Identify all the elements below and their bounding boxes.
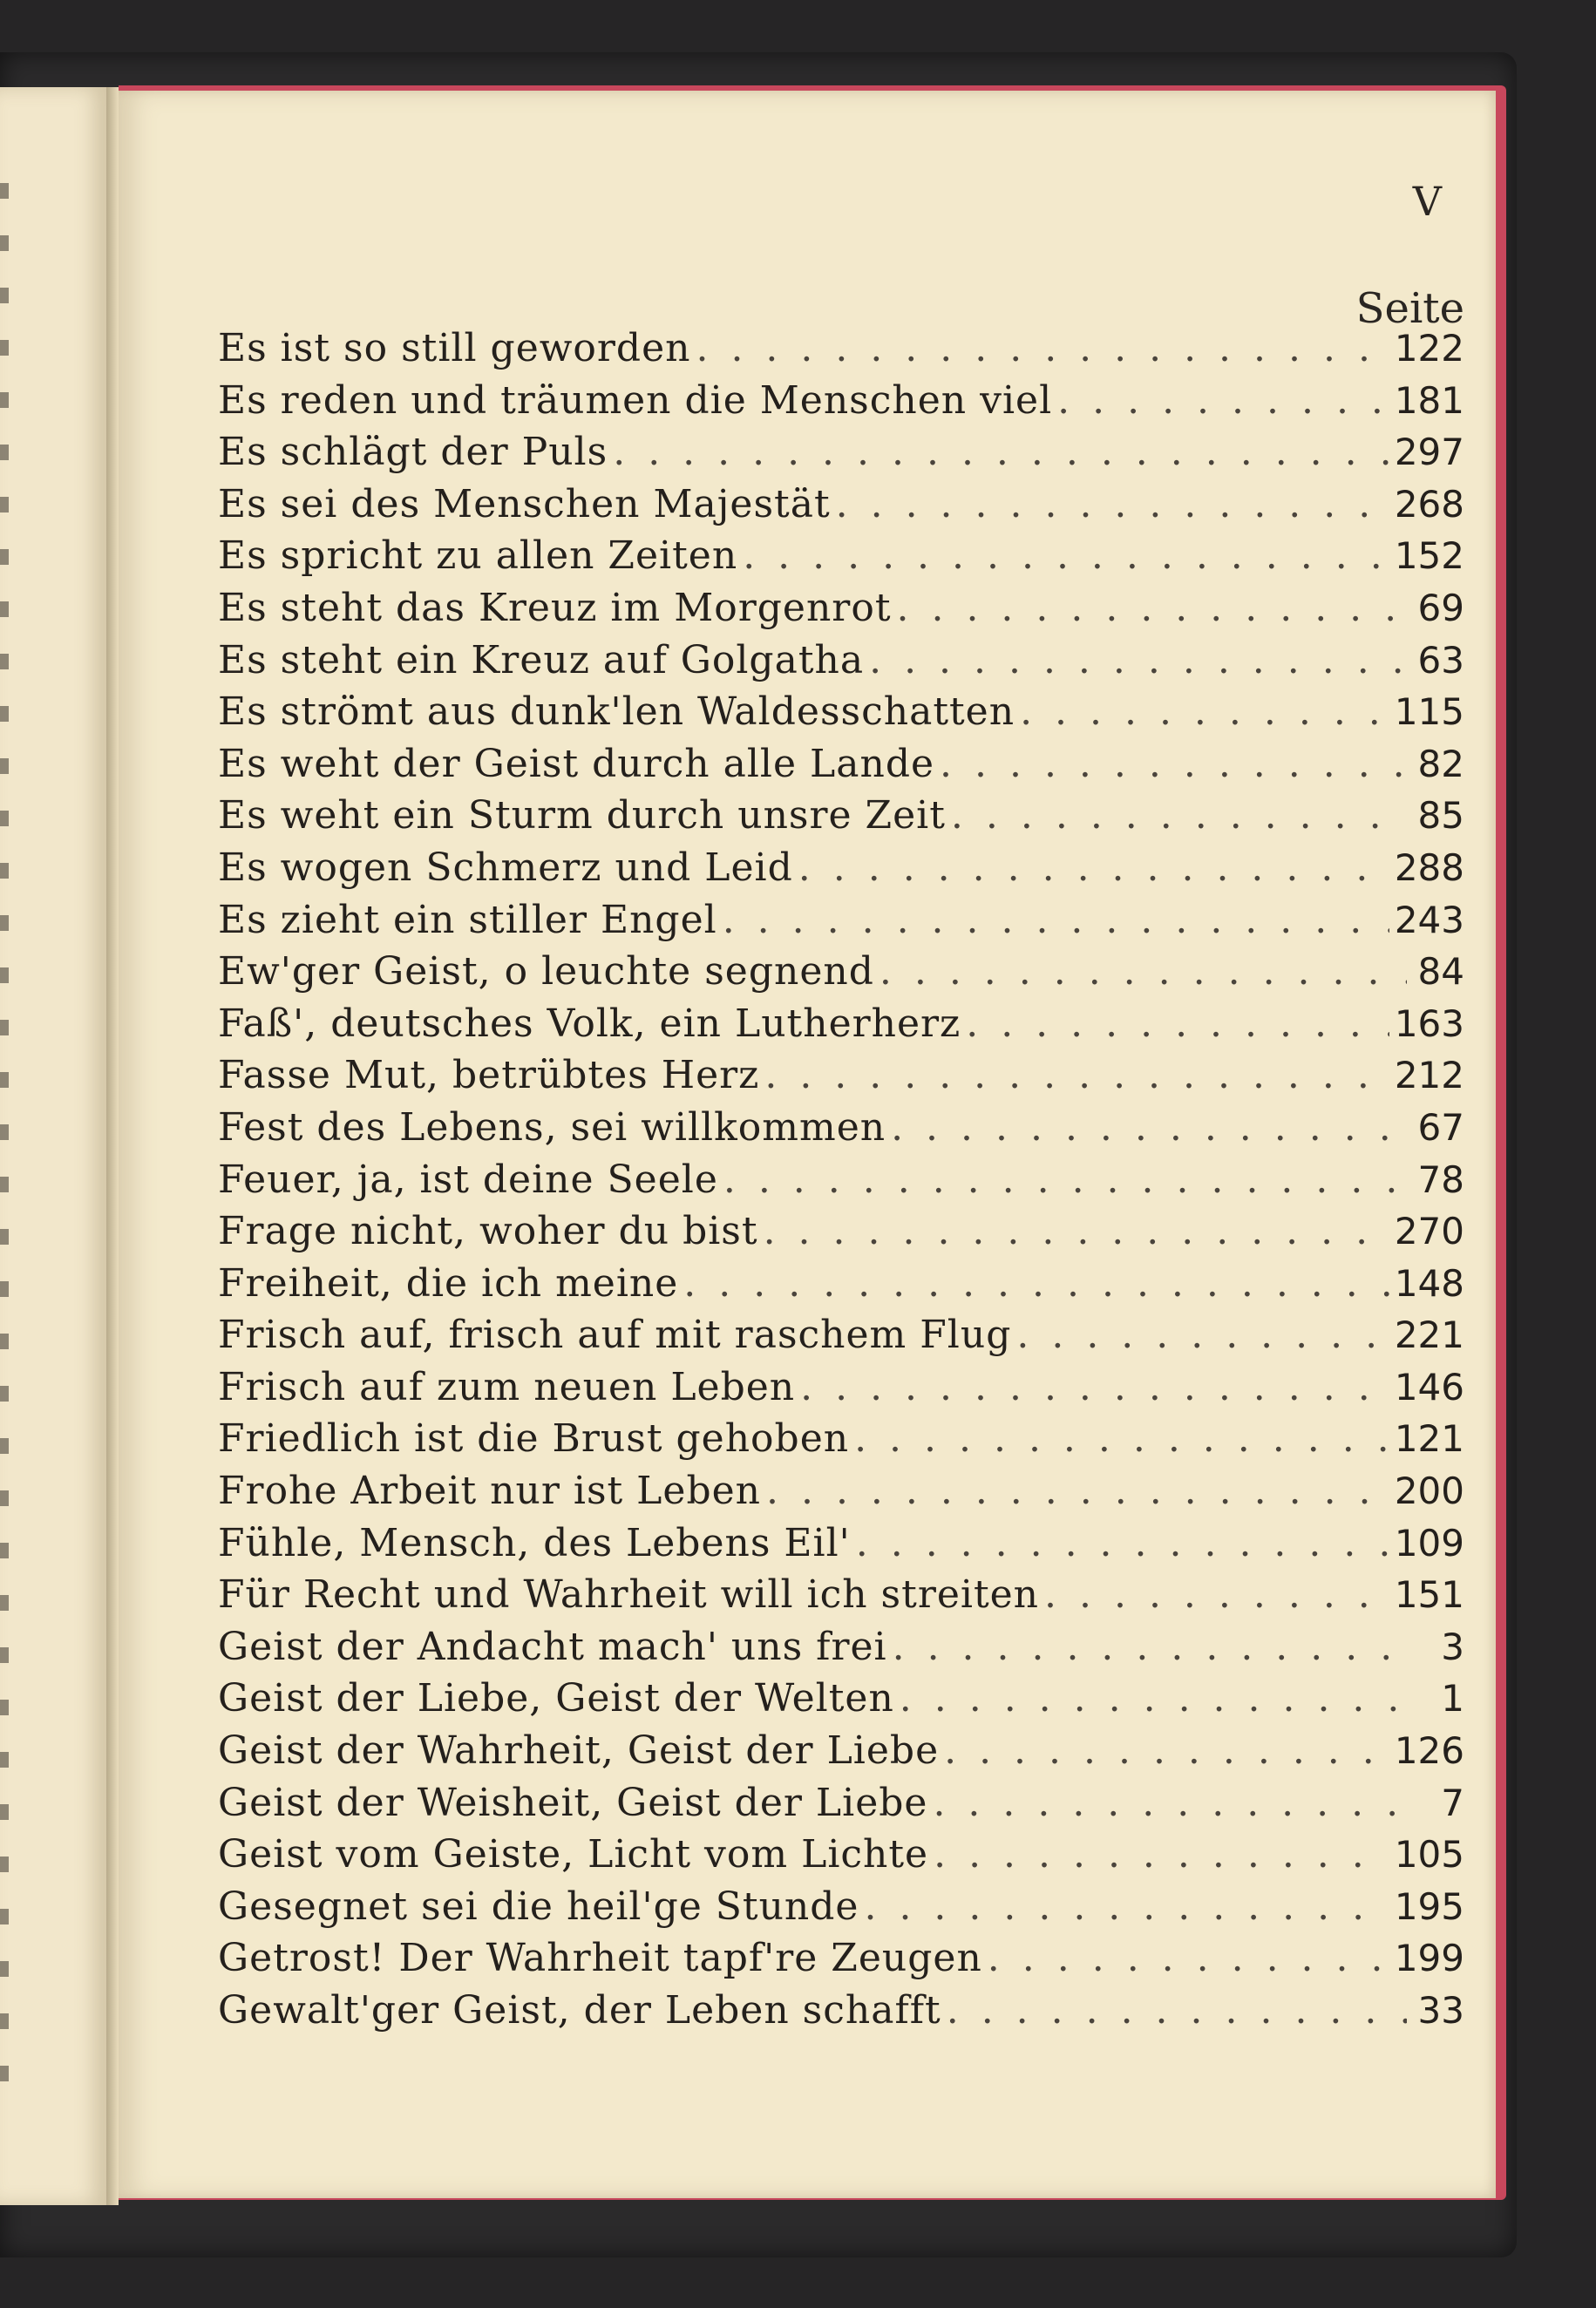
index-entry bbox=[218, 1988, 1464, 2040]
index-entry bbox=[218, 1105, 1464, 1157]
index-entry bbox=[218, 1728, 1464, 1781]
entry-title: Frisch auf, frisch auf mit raschem Flug bbox=[218, 1313, 1012, 1358]
text-fragment bbox=[0, 1334, 9, 1349]
text-fragment bbox=[0, 2066, 9, 2081]
text-fragment bbox=[0, 1386, 9, 1402]
entry-page-number: 82 bbox=[1417, 742, 1464, 785]
text-fragment bbox=[0, 340, 9, 356]
entry-page-number: 151 bbox=[1394, 1573, 1464, 1617]
text-fragment bbox=[0, 1543, 9, 1558]
text-fragment bbox=[0, 706, 9, 722]
text-fragment bbox=[0, 445, 9, 460]
book-gutter bbox=[106, 87, 119, 2205]
text-fragment bbox=[0, 1177, 9, 1192]
entry-title: Geist der Weisheit, Geist der Liebe bbox=[218, 1780, 928, 1825]
entry-page-number: 85 bbox=[1417, 794, 1464, 838]
entry-title: Fühle, Mensch, des Lebens Eil' bbox=[218, 1520, 851, 1565]
entry-page-number: 148 bbox=[1394, 1261, 1464, 1305]
dot-leader bbox=[940, 742, 1407, 786]
entry-page-number: 195 bbox=[1394, 1884, 1464, 1928]
dot-leader bbox=[944, 1728, 1389, 1773]
text-fragment bbox=[0, 601, 9, 617]
text-fragment bbox=[0, 288, 9, 303]
dot-leader bbox=[723, 898, 1389, 942]
entry-title: Es sei des Menschen Majestät bbox=[218, 481, 831, 526]
dot-leader bbox=[1057, 378, 1389, 423]
entry-title: Es zieht ein stiller Engel bbox=[218, 897, 717, 942]
entry-page-number: 146 bbox=[1394, 1365, 1464, 1409]
entry-page-number: 221 bbox=[1394, 1314, 1464, 1357]
entry-title: Für Recht und Wahrheit will ich streiten bbox=[218, 1572, 1040, 1618]
entry-page-number: 121 bbox=[1394, 1417, 1464, 1461]
entry-page-number: 33 bbox=[1417, 1989, 1464, 2032]
index-entry bbox=[218, 1676, 1464, 1728]
index-entry bbox=[218, 845, 1464, 898]
entry-page-number: 3 bbox=[1441, 1625, 1464, 1668]
entry-page-number: 67 bbox=[1417, 1105, 1464, 1149]
index-page bbox=[119, 91, 1496, 2198]
entry-title: Ew'ger Geist, o leuchte segnend bbox=[218, 949, 874, 994]
dot-leader bbox=[988, 1936, 1389, 1980]
dot-leader bbox=[933, 1781, 1407, 1825]
dot-leader bbox=[764, 1209, 1389, 1253]
index-entry bbox=[218, 1209, 1464, 1261]
dot-leader bbox=[879, 949, 1407, 994]
entry-page-number: 84 bbox=[1417, 950, 1464, 994]
index-entry bbox=[218, 378, 1464, 431]
dot-leader bbox=[1020, 689, 1389, 734]
index-entry bbox=[218, 1936, 1464, 1988]
entry-page-number: 7 bbox=[1441, 1781, 1464, 1824]
entry-title: Geist der Andacht mach' uns frei bbox=[218, 1624, 887, 1669]
index-entry bbox=[218, 1521, 1464, 1573]
entry-title: Gesegnet sei die heil'ge Stunde bbox=[218, 1884, 859, 1929]
index-entry bbox=[218, 1053, 1464, 1105]
dot-leader bbox=[864, 1884, 1389, 1929]
dot-leader bbox=[1044, 1572, 1389, 1617]
entry-page-number: 268 bbox=[1394, 482, 1464, 526]
entry-title: Getrost! Der Wahrheit tapf're Zeugen bbox=[218, 1936, 982, 1981]
index-entry bbox=[218, 482, 1464, 534]
text-fragment bbox=[0, 2013, 9, 2029]
dot-leader bbox=[966, 1001, 1389, 1046]
entry-title: Freiheit, die ich meine bbox=[218, 1260, 679, 1306]
entry-page-number: 115 bbox=[1394, 690, 1464, 734]
index-entry bbox=[218, 898, 1464, 950]
index-entry bbox=[218, 638, 1464, 690]
dot-leader bbox=[947, 1988, 1407, 2033]
index-entry bbox=[218, 1313, 1464, 1365]
entry-title: Es weht ein Sturm durch unsre Zeit bbox=[218, 793, 946, 838]
page-number: V bbox=[1412, 178, 1442, 225]
dot-leader bbox=[951, 793, 1407, 838]
text-fragment bbox=[0, 1229, 9, 1245]
entry-title: Faß', deutsches Volk, ein Lutherherz bbox=[218, 1001, 961, 1046]
entry-page-number: 122 bbox=[1394, 327, 1464, 370]
entry-title: Es strömt aus dunk'len Waldesschatten bbox=[218, 689, 1015, 735]
entry-page-number: 163 bbox=[1394, 1001, 1464, 1045]
text-fragment bbox=[0, 1804, 9, 1820]
text-fragment bbox=[0, 811, 9, 826]
index-entry bbox=[218, 1572, 1464, 1625]
entry-title: Friedlich ist die Brust gehoben bbox=[218, 1416, 850, 1462]
entry-page-number: 181 bbox=[1394, 378, 1464, 422]
dot-leader bbox=[766, 1469, 1389, 1513]
text-fragment bbox=[0, 1124, 9, 1140]
text-fragment bbox=[0, 1647, 9, 1663]
dot-leader bbox=[723, 1157, 1407, 1202]
text-fragment bbox=[0, 1700, 9, 1715]
index-entry bbox=[218, 586, 1464, 638]
index-entry bbox=[218, 1781, 1464, 1833]
entry-title: Fest des Lebens, sei willkommen bbox=[218, 1104, 886, 1150]
entry-page-number: 243 bbox=[1394, 898, 1464, 941]
entry-title: Es schlägt der Puls bbox=[218, 430, 608, 475]
entry-page-number: 199 bbox=[1394, 1937, 1464, 1980]
text-fragment bbox=[0, 1857, 9, 1872]
dot-leader bbox=[893, 1625, 1407, 1669]
entry-page-number: 126 bbox=[1394, 1729, 1464, 1773]
entry-page-number: 63 bbox=[1417, 638, 1464, 682]
entry-title: Frage nicht, woher du bist bbox=[218, 1209, 758, 1254]
entry-title: Geist der Liebe, Geist der Welten bbox=[218, 1676, 894, 1721]
index-entry bbox=[218, 1261, 1464, 1314]
index-entry bbox=[218, 1157, 1464, 1210]
index-entry bbox=[218, 1416, 1464, 1469]
entry-title: Es steht ein Kreuz auf Golgatha bbox=[218, 637, 865, 682]
entry-title: Geist der Wahrheit, Geist der Liebe bbox=[218, 1728, 940, 1774]
page-column-header: Seite bbox=[1355, 284, 1464, 333]
entry-page-number: 105 bbox=[1394, 1833, 1464, 1877]
dot-leader bbox=[764, 1053, 1389, 1097]
index-entry bbox=[218, 742, 1464, 794]
entry-title: Frisch auf zum neuen Leben bbox=[218, 1364, 796, 1409]
text-fragment bbox=[0, 1020, 9, 1035]
dot-leader bbox=[613, 430, 1389, 474]
text-fragment bbox=[0, 1961, 9, 1977]
text-fragment bbox=[0, 183, 9, 199]
dot-leader bbox=[854, 1416, 1389, 1461]
text-fragment bbox=[0, 915, 9, 931]
dot-leader bbox=[1016, 1313, 1389, 1357]
text-fragment bbox=[0, 235, 9, 251]
index-entry bbox=[218, 1832, 1464, 1884]
dot-leader bbox=[800, 1365, 1389, 1409]
index-entry bbox=[218, 793, 1464, 845]
entry-title: Gewalt'ger Geist, der Leben schafft bbox=[218, 1988, 941, 2033]
index-list bbox=[218, 326, 1464, 2040]
text-fragment bbox=[0, 1438, 9, 1454]
text-fragment bbox=[0, 654, 9, 669]
entry-page-number: 69 bbox=[1417, 586, 1464, 629]
entry-title: Geist vom Geiste, Licht vom Lichte bbox=[218, 1832, 929, 1877]
facing-page-left bbox=[0, 87, 106, 2205]
text-fragment bbox=[0, 758, 9, 774]
dot-leader bbox=[743, 533, 1389, 578]
text-fragment bbox=[0, 863, 9, 879]
entry-page-number: 270 bbox=[1394, 1210, 1464, 1253]
text-fragment bbox=[0, 1072, 9, 1088]
text-fragment bbox=[0, 1752, 9, 1768]
entry-title: Es spricht zu allen Zeiten bbox=[218, 533, 738, 579]
dot-leader bbox=[856, 1521, 1389, 1565]
entry-page-number: 1 bbox=[1441, 1677, 1464, 1721]
entry-title: Es ist so still geworden bbox=[218, 326, 691, 370]
index-entry bbox=[218, 533, 1464, 586]
index-entry bbox=[218, 1625, 1464, 1677]
entry-page-number: 78 bbox=[1417, 1157, 1464, 1201]
index-entry bbox=[218, 1365, 1464, 1417]
dot-leader bbox=[900, 1676, 1407, 1721]
dot-leader bbox=[696, 326, 1389, 370]
dot-leader bbox=[798, 845, 1389, 890]
dot-leader bbox=[683, 1261, 1389, 1306]
entry-page-number: 109 bbox=[1394, 1521, 1464, 1565]
text-fragment bbox=[0, 392, 9, 408]
text-fragment bbox=[0, 1490, 9, 1506]
index-entry bbox=[218, 1001, 1464, 1054]
entry-page-number: 212 bbox=[1394, 1054, 1464, 1097]
index-entry bbox=[218, 1884, 1464, 1937]
entry-title: Es steht das Kreuz im Morgenrot bbox=[218, 585, 892, 630]
entry-title: Es reden und träumen die Menschen viel bbox=[218, 377, 1053, 423]
index-entry bbox=[218, 430, 1464, 482]
text-fragment bbox=[0, 1281, 9, 1297]
text-fragment bbox=[0, 549, 9, 565]
text-fragment bbox=[0, 1595, 9, 1611]
dot-leader bbox=[897, 586, 1407, 630]
entry-page-number: 288 bbox=[1394, 845, 1464, 889]
entry-title: Es weht der Geist durch alle Lande bbox=[218, 741, 935, 786]
index-entry bbox=[218, 1469, 1464, 1521]
dot-leader bbox=[891, 1105, 1407, 1150]
entry-page-number: 152 bbox=[1394, 534, 1464, 578]
dot-leader bbox=[869, 638, 1407, 682]
entry-title: Feuer, ja, ist deine Seele bbox=[218, 1157, 718, 1202]
entry-title: Es wogen Schmerz und Leid bbox=[218, 845, 793, 890]
entry-page-number: 297 bbox=[1394, 431, 1464, 474]
entry-title: Frohe Arbeit nur ist Leben bbox=[218, 1469, 761, 1514]
entry-page-number: 200 bbox=[1394, 1470, 1464, 1513]
index-entry bbox=[218, 949, 1464, 1001]
index-entry bbox=[218, 689, 1464, 742]
dot-leader bbox=[836, 482, 1389, 526]
text-fragment bbox=[0, 967, 9, 983]
index-entry bbox=[218, 326, 1464, 378]
text-fragment bbox=[0, 1909, 9, 1924]
entry-title: Fasse Mut, betrübtes Herz bbox=[218, 1053, 760, 1098]
text-fragment bbox=[0, 497, 9, 513]
dot-leader bbox=[934, 1832, 1389, 1877]
